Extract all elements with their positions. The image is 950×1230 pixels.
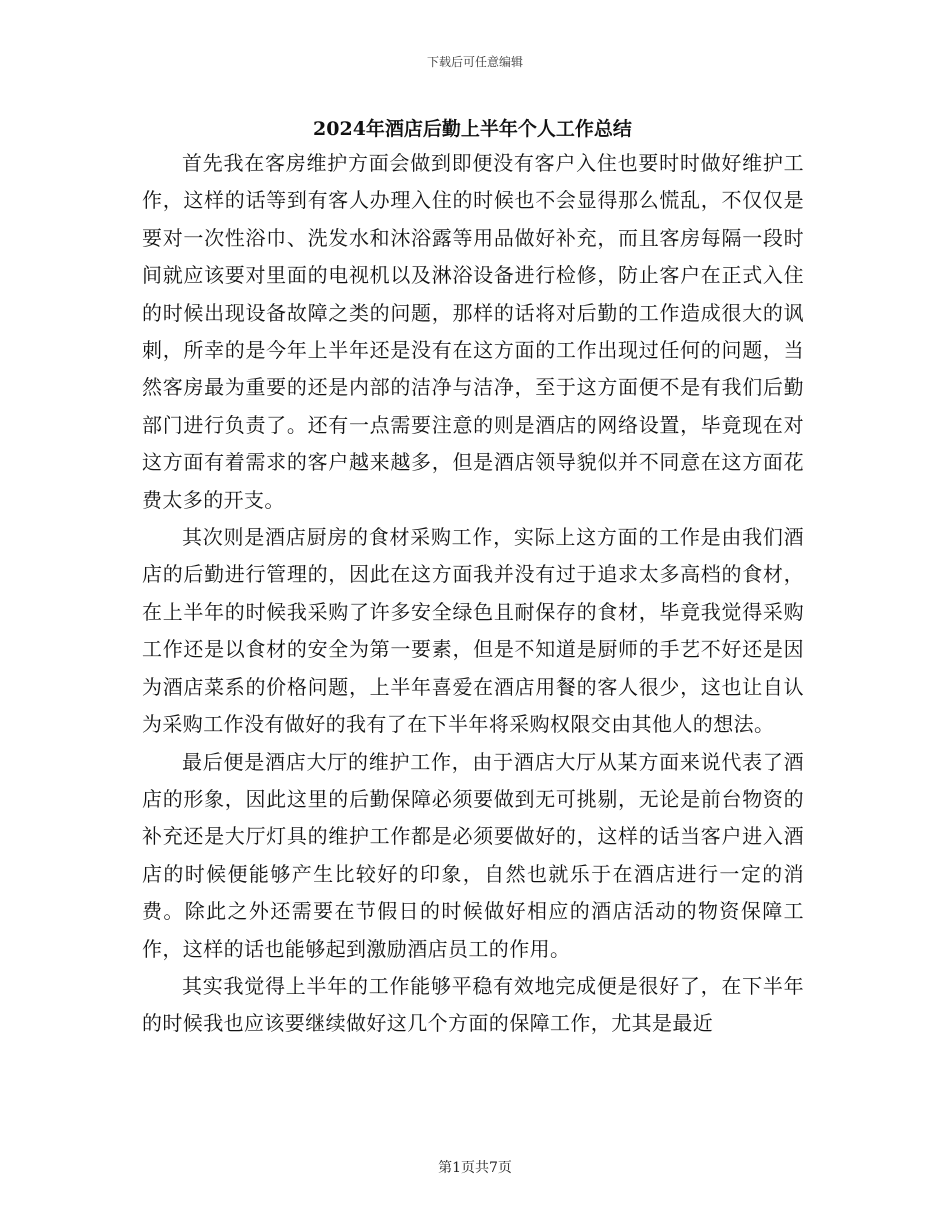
document-body bbox=[142, 145, 804, 1043]
document-title: 2024年酒店后勤上半年个人工作总结 bbox=[313, 118, 632, 140]
paragraph-summary: 其实我觉得上半年的工作能够平稳有效地完成便是很好了，在下半年的时候我也应该要继续做好这几个方面的保障工作，尤其是最近 bbox=[142, 973, 804, 1036]
header-note: 下载后可任意编辑 bbox=[426, 55, 523, 69]
page-number: 第1页共7页 bbox=[438, 1160, 512, 1176]
paragraph-kitchen-procurement: 其次则是酒店厨房的食材采购工作，实际上这方面的工作是由我们酒店的后勤进行管理的，因此在这方面我并没有过于追求太多高档的食材，在上半年的时候我采购了许多安全绿色且耐保存的食材，毕竟我觉得采购工作还是以食材的安全为第一要素，但是不知道是厨师的手艺不好还是因为酒店菜系的价格问题，上半年喜爱在酒店用餐的客人很少，这也让自认为采购工作没有做好的我有了在下半年将采购权限交由其他人的想法。 bbox=[142, 525, 804, 737]
paragraph-room-maintenance: 首先我在客房维护方面会做到即便没有客户入住也要时时做好维护工作，这样的话等到有客人办理入住的时候也不会显得那么慌乱，不仅仅是要对一次性浴巾、洗发水和沐浴露等用品做好补充，而且客房每隔一段时间就应该要对里面的电视机以及淋浴设备进行检修，防止客户在正式入住的时候出现设备故障之类的问题，那样的话将对后勤的工作造成很大的讽刺，所幸的是今年上半年还是没有在这方面的工作出现过任何的问题，当然客房最为重要的还是内部的洁净与洁净，至于这方面便不是有我们后勤部门进行负责了。还有一点需要注意的则是酒店的网络设置，毕竟现在对这方面有着需求的客户越来越多，但是酒店领导貌似并不同意在这方面花费太多的开支。 bbox=[142, 151, 804, 512]
paragraph-lobby-maintenance: 最后便是酒店大厅的维护工作，由于酒店大厅从某方面来说代表了酒店的形象，因此这里的后勤保障必须要做到无可挑剔，无论是前台物资的补充还是大厅灯具的维护工作都是必须要做好的，这样的话当客户进入酒店的时候便能够产生比较好的印象，自然也就乐于在酒店进行一定的消费。除此之外还需要在节假日的时候做好相应的酒店活动的物资保障工作，这样的话也能够起到激励酒店员工的作用。 bbox=[142, 749, 804, 961]
